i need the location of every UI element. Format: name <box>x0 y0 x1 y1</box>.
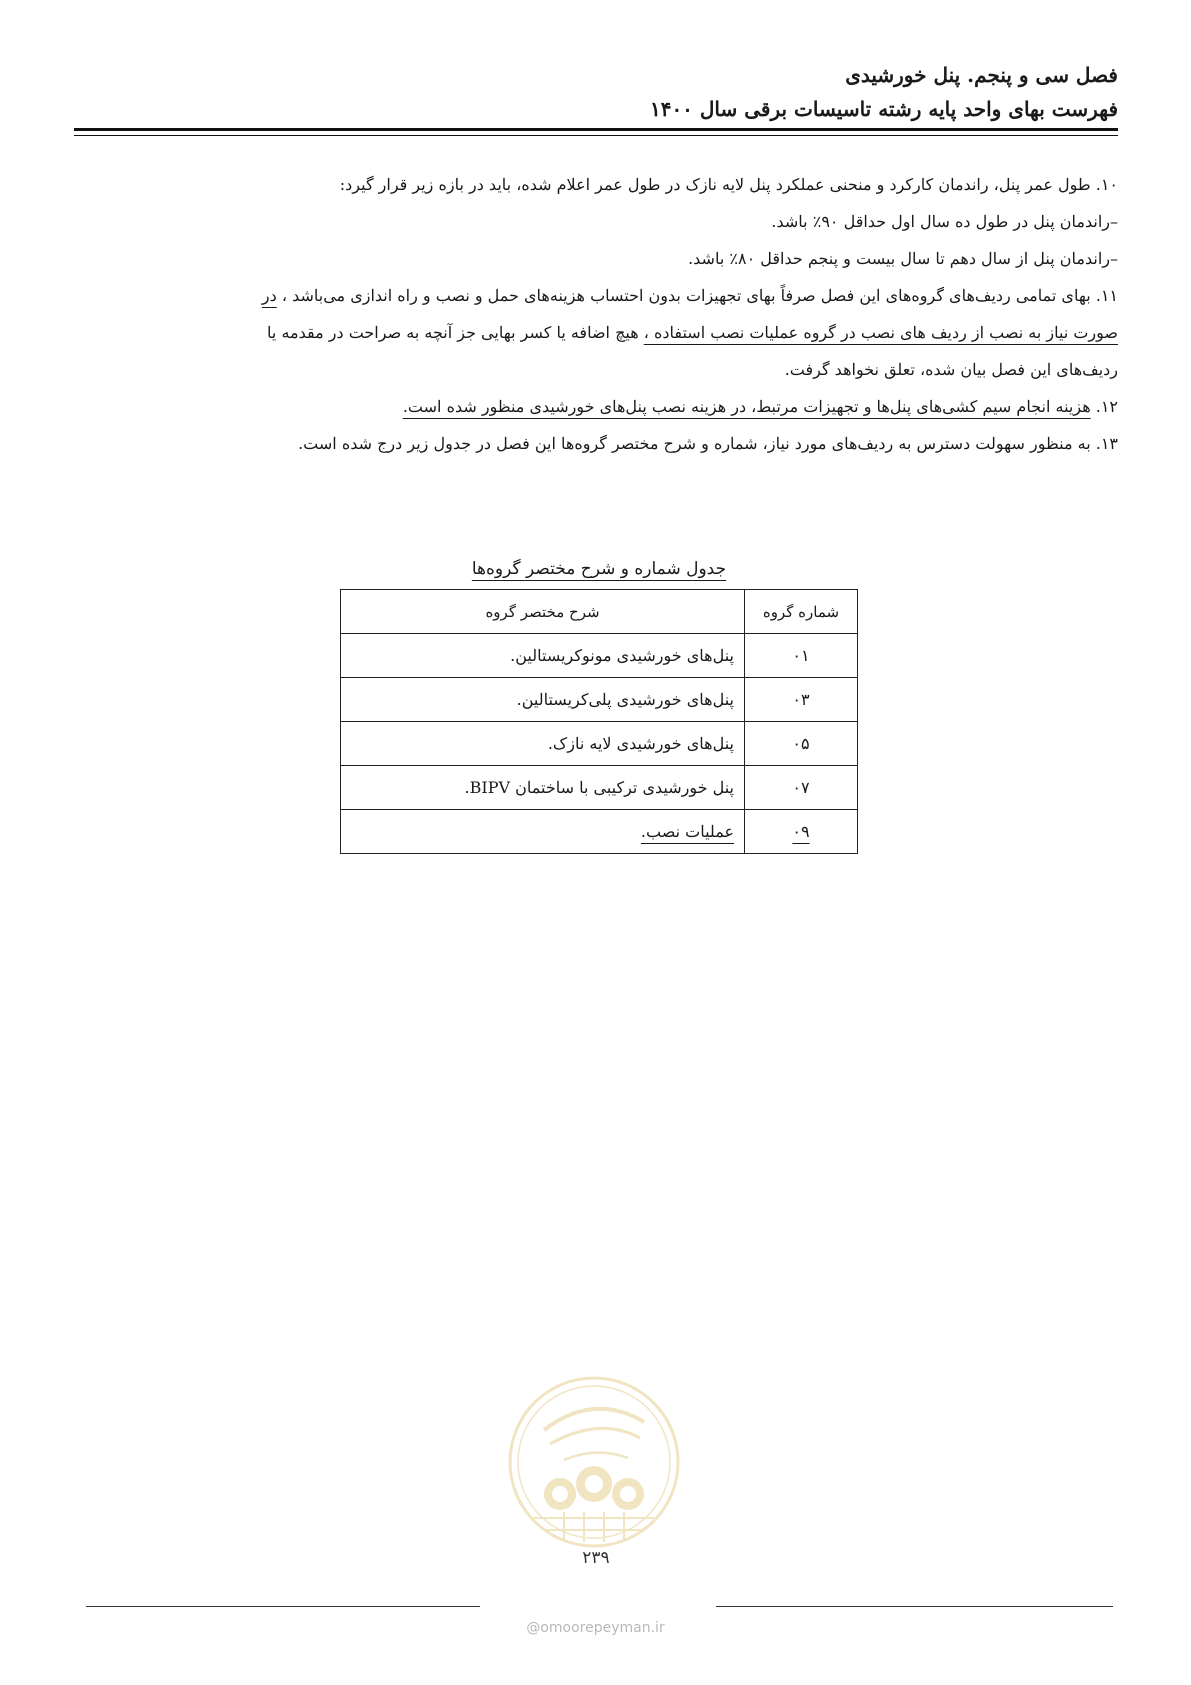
page-number: ۲۳۹ <box>582 1548 610 1568</box>
paragraph-11-line-2 <box>140 314 1118 351</box>
header-rule-thin <box>74 135 1118 136</box>
body-text <box>140 166 1118 462</box>
paragraph-12-underlined: هزینه انجام سیم کشی‌های پنل‌ها و تجهیزات مرتبط، در هزینه نصب پنل‌های خورشیدی منظور شده است. <box>402 397 1091 416</box>
paragraph-11-line-3: ردیف‌های این فصل بیان شده، تعلق نخواهد گرفت. <box>784 360 1118 379</box>
group-description: پنل‌های خورشیدی پلی‌کریستالین. <box>341 678 745 722</box>
table-row <box>341 634 858 678</box>
paragraph-11-continuation: هیچ اضافه یا کسر بهایی جز آنچه به صراحت در مقدمه یا <box>267 323 644 342</box>
group-description: پنل خورشیدی ترکیبی با ساختمان BIPV. <box>341 766 745 810</box>
table-caption-text: جدول شماره و شرح مختصر گروه‌ها <box>471 559 727 579</box>
table-row <box>341 722 858 766</box>
header-group-description: شرح مختصر گروه <box>341 590 745 634</box>
group-description <box>341 810 745 854</box>
header-rule-thick <box>74 128 1118 131</box>
header-group-number: شماره گروه <box>745 590 858 634</box>
groups-table <box>340 589 858 854</box>
table-row <box>341 810 858 854</box>
group-number <box>745 810 858 854</box>
watermark-logo-icon <box>504 1372 684 1552</box>
price-list-title: فهرست بهای واحد پایه رشته تاسیسات برقی سال ۱۴۰۰ <box>649 97 1118 121</box>
table-caption <box>340 559 858 579</box>
table-row <box>341 678 858 722</box>
paragraph-11-line-1 <box>140 277 1118 314</box>
group-description: پنل‌های خورشیدی مونوکریستالین. <box>341 634 745 678</box>
footer-rule-right <box>716 1606 1113 1607</box>
paragraph-11-underlined: در <box>261 286 277 305</box>
paragraph-11-underlined-clause: صورت نیاز به نصب از ردیف های نصب در گروه عملیات نصب استفاده ، <box>643 323 1118 342</box>
group-number: ۰۳ <box>745 678 858 722</box>
group-number: ۰۵ <box>745 722 858 766</box>
group-number-underlined: ۰۹ <box>792 822 810 841</box>
footer-website: @omoorepeyman.ir <box>526 1620 665 1636</box>
page-header <box>74 58 1118 126</box>
paragraph-12-number: ۱۲. <box>1090 397 1118 416</box>
paragraph-11-text: ۱۱. بهای تمامی ردیف‌های گروه‌های این فصل صرفاً بهای تجهیزات بدون احتساب هزینه‌های حمل و نصب و راه اندازی می‌باشد ، <box>276 286 1118 305</box>
chapter-title: فصل سی و پنجم. پنل خورشیدی <box>845 63 1118 87</box>
paragraph-10: ۱۰. طول عمر پنل، راندمان کارکرد و منحنی عملکرد پنل لایه نازک در طول عمر اعلام شده، باید در بازه زیر قرار گیرد: <box>339 175 1118 194</box>
paragraph-13: ۱۳. به منظور سهولت دسترس به ردیف‌های مورد نیاز، شماره و شرح مختصر گروه‌ها این فصل در جدول زیر درج شده است. <box>298 434 1118 453</box>
paragraph-10-item-a: –راندمان پنل در طول ده سال اول حداقل ۹۰٪ باشد. <box>771 212 1118 231</box>
table-header-row <box>341 590 858 634</box>
paragraph-10-item-b: –راندمان پنل از سال دهم تا سال بیست و پنجم حداقل ۸۰٪ باشد. <box>688 249 1118 268</box>
group-description: پنل‌های خورشیدی لایه نازک. <box>341 722 745 766</box>
table-row <box>341 766 858 810</box>
footer-rule-left <box>86 1606 480 1607</box>
group-number: ۰۱ <box>745 634 858 678</box>
paragraph-12 <box>140 388 1118 425</box>
group-description-underlined: عملیات نصب. <box>640 822 734 841</box>
group-number: ۰۷ <box>745 766 858 810</box>
